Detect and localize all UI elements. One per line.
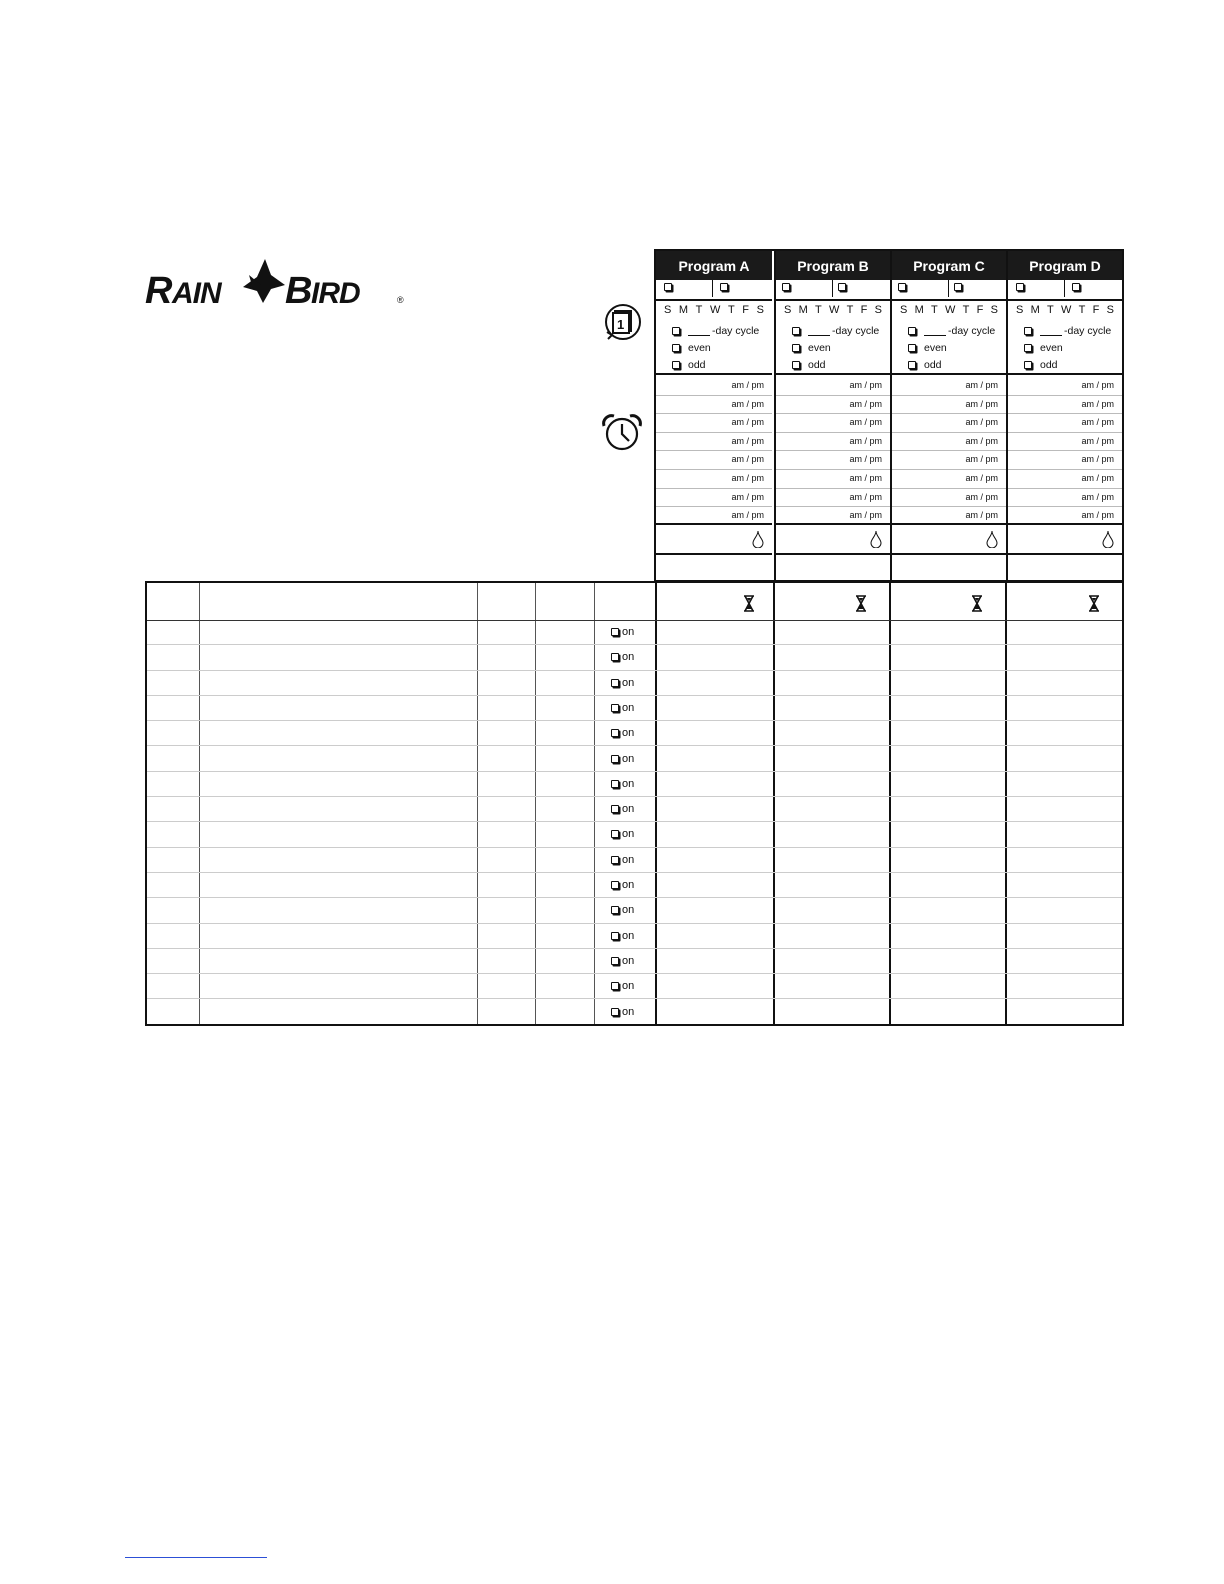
table-row[interactable] — [147, 848, 1122, 873]
station-on-toggle[interactable] — [611, 854, 634, 866]
even-option[interactable] — [1024, 342, 1063, 354]
start-time-field[interactable]: am / pm — [892, 451, 1006, 470]
checkbox[interactable] — [720, 283, 728, 291]
start-time-field[interactable]: am / pm — [892, 377, 1006, 396]
checkbox[interactable] — [1024, 327, 1032, 335]
start-time-field[interactable]: am / pm — [892, 414, 1006, 433]
on-label: on — [622, 701, 635, 714]
cycle-days-blank[interactable] — [808, 326, 830, 336]
program-title: Program B — [776, 251, 890, 280]
checkbox[interactable] — [611, 906, 619, 914]
program-schedule-panel — [654, 249, 1124, 582]
start-time-field[interactable]: am / pm — [892, 433, 1006, 452]
station-table — [145, 581, 1124, 1026]
day-sunday[interactable]: S — [1016, 304, 1024, 316]
odd-label: odd — [688, 359, 706, 371]
start-time-field[interactable]: am / pm — [1008, 377, 1122, 396]
divider — [832, 280, 833, 297]
program-checkbox-row — [892, 280, 1006, 301]
start-time-field[interactable]: am / pm — [776, 414, 890, 433]
cycle-label: -day cycle — [1064, 325, 1112, 337]
on-label: on — [622, 803, 635, 816]
table-row[interactable] — [147, 1000, 1122, 1025]
checkbox[interactable] — [908, 361, 916, 369]
cycle-label: -day cycle — [712, 325, 760, 337]
water-drop-icon — [1102, 530, 1114, 548]
calendar-cycle-icon — [603, 302, 643, 342]
table-row[interactable] — [147, 797, 1122, 822]
day-tuesday[interactable]: T — [695, 304, 703, 316]
station-on-toggle[interactable] — [611, 677, 634, 689]
checkbox[interactable] — [611, 982, 619, 990]
divider — [1064, 280, 1065, 297]
day-sunday[interactable]: S — [900, 304, 908, 316]
table-row[interactable] — [147, 747, 1122, 772]
checkbox[interactable] — [611, 932, 619, 940]
cycle-label: -day cycle — [832, 325, 880, 337]
cycle-option[interactable] — [792, 325, 879, 337]
cycle-option[interactable] — [908, 325, 995, 337]
checkbox[interactable] — [611, 805, 619, 813]
program-title: Program A — [656, 251, 772, 280]
day-thursday[interactable]: T — [1078, 304, 1086, 316]
checkbox[interactable] — [611, 653, 619, 661]
checkbox[interactable] — [611, 628, 619, 636]
checkbox[interactable] — [611, 679, 619, 687]
cycle-label: -day cycle — [948, 325, 996, 337]
blank-row[interactable] — [892, 555, 1006, 582]
day-monday[interactable]: M — [798, 304, 808, 316]
even-label: even — [924, 342, 947, 354]
checkbox[interactable] — [611, 856, 619, 864]
checkbox[interactable] — [611, 780, 619, 788]
checkbox[interactable] — [792, 344, 800, 352]
footer-link-underline[interactable] — [125, 1557, 267, 1558]
program-column — [890, 251, 1006, 580]
checkbox[interactable] — [664, 283, 672, 291]
checkbox[interactable] — [908, 344, 916, 352]
water-budget-row[interactable] — [1008, 525, 1122, 555]
water-drop-icon — [752, 530, 764, 548]
start-time-field[interactable]: am / pm — [1008, 489, 1122, 508]
hourglass-icon — [855, 595, 867, 612]
checkbox[interactable] — [954, 283, 962, 291]
cycle-days-blank[interactable] — [924, 326, 946, 336]
hourglass-icon — [971, 595, 983, 612]
checkbox[interactable] — [898, 283, 906, 291]
alarm-clock-icon — [600, 412, 642, 452]
day-saturday[interactable]: S — [874, 304, 882, 316]
table-header — [147, 583, 1122, 621]
water-budget-row[interactable] — [892, 525, 1006, 555]
day-tuesday[interactable]: T — [815, 304, 822, 316]
odd-option[interactable] — [1024, 359, 1058, 371]
day-wednesday[interactable]: W — [1061, 304, 1072, 316]
checkbox[interactable] — [1024, 361, 1032, 369]
day-saturday[interactable]: S — [1106, 304, 1114, 316]
svg-text:B: B — [285, 270, 312, 310]
start-time-field[interactable]: am / pm — [731, 510, 764, 521]
even-label: even — [808, 342, 831, 354]
table-row[interactable] — [147, 645, 1122, 670]
checkbox[interactable] — [672, 361, 680, 369]
day-wednesday[interactable]: W — [709, 304, 721, 316]
start-time-field[interactable]: am / pm — [776, 470, 890, 489]
start-time-field[interactable]: am / pm — [892, 470, 1006, 489]
rain-bird-logo — [145, 255, 410, 310]
cycle-days-blank[interactable] — [688, 326, 710, 336]
start-time-field[interactable]: am / pm — [1008, 396, 1122, 415]
blank-row[interactable] — [656, 555, 772, 582]
watering-days — [892, 301, 1006, 375]
table-row[interactable] — [147, 671, 1122, 696]
station-on-toggle[interactable] — [611, 651, 634, 663]
even-label: even — [1040, 342, 1063, 354]
on-label: on — [622, 904, 635, 917]
checkbox[interactable] — [792, 327, 800, 335]
program-title: Program C — [892, 251, 1006, 280]
start-time-field[interactable]: am / pm — [1081, 510, 1114, 521]
start-time-field[interactable]: am / pm — [776, 377, 890, 396]
on-label: on — [622, 929, 635, 942]
checkbox[interactable] — [792, 361, 800, 369]
checkbox[interactable] — [611, 755, 619, 763]
even-option[interactable] — [908, 342, 947, 354]
start-times — [776, 375, 890, 525]
blank-row[interactable] — [776, 555, 890, 582]
start-time-field[interactable]: am / pm — [656, 451, 772, 470]
program-column — [656, 251, 772, 580]
svg-text:®: ® — [397, 295, 404, 305]
program-checkbox-row — [656, 280, 772, 301]
station-on-toggle[interactable] — [611, 828, 634, 840]
start-time-field[interactable]: am / pm — [656, 377, 772, 396]
day-thursday[interactable]: T — [962, 304, 970, 316]
divider — [712, 280, 713, 297]
checkbox[interactable] — [1016, 283, 1024, 291]
watering-days — [776, 301, 890, 375]
cycle-option[interactable] — [1024, 325, 1111, 337]
checkbox[interactable] — [782, 283, 790, 291]
checkbox[interactable] — [611, 830, 619, 838]
day-tuesday[interactable]: T — [931, 304, 938, 316]
start-time-field[interactable]: am / pm — [892, 489, 1006, 508]
station-on-toggle[interactable] — [611, 955, 634, 967]
on-label: on — [622, 752, 635, 765]
station-on-toggle[interactable] — [611, 753, 634, 765]
day-friday[interactable]: F — [860, 304, 868, 316]
start-time-field[interactable]: am / pm — [656, 433, 772, 452]
start-times — [656, 375, 772, 525]
day-wednesday[interactable]: W — [829, 304, 840, 316]
station-on-toggle[interactable] — [611, 778, 634, 790]
station-on-toggle[interactable] — [611, 904, 634, 916]
on-label: on — [622, 676, 635, 689]
program-checkbox-row — [1008, 280, 1122, 301]
day-friday[interactable]: F — [742, 304, 749, 316]
checkbox[interactable] — [672, 327, 680, 335]
program-column — [774, 251, 890, 580]
checkbox[interactable] — [908, 327, 916, 335]
watering-days — [1008, 301, 1122, 375]
checkbox[interactable] — [611, 1008, 619, 1016]
start-time-field[interactable]: am / pm — [1008, 433, 1122, 452]
start-times — [892, 375, 1006, 525]
program-column — [1006, 251, 1122, 580]
start-time-field[interactable]: am / pm — [892, 396, 1006, 415]
checkbox[interactable] — [611, 881, 619, 889]
water-budget-row[interactable] — [776, 525, 890, 555]
day-friday[interactable]: F — [976, 304, 984, 316]
even-option[interactable] — [672, 342, 711, 354]
on-label: on — [622, 980, 635, 993]
day-sunday[interactable]: S — [664, 304, 672, 316]
start-time-field[interactable]: am / pm — [1008, 451, 1122, 470]
checkbox[interactable] — [611, 957, 619, 965]
checkbox[interactable] — [1072, 283, 1080, 291]
svg-text:IRD: IRD — [311, 277, 360, 310]
day-friday[interactable]: F — [1092, 304, 1100, 316]
svg-text:AIN: AIN — [172, 277, 221, 310]
start-time-field[interactable]: am / pm — [656, 396, 772, 415]
station-on-toggle[interactable] — [611, 1006, 634, 1018]
start-time-field[interactable]: am / pm — [776, 433, 890, 452]
day-saturday[interactable]: S — [756, 304, 764, 316]
table-row[interactable] — [147, 822, 1122, 847]
cycle-days-blank[interactable] — [1040, 326, 1062, 336]
start-time-field[interactable]: am / pm — [656, 414, 772, 433]
table-row[interactable] — [147, 924, 1122, 949]
start-times — [1008, 375, 1122, 525]
start-time-field[interactable]: am / pm — [776, 489, 890, 508]
even-label: even — [688, 342, 711, 354]
on-label: on — [622, 651, 635, 664]
on-label: on — [622, 853, 635, 866]
water-budget-row[interactable] — [656, 525, 772, 555]
day-monday[interactable]: M — [678, 304, 689, 316]
weekday-list — [776, 301, 890, 316]
checkbox[interactable] — [611, 729, 619, 737]
odd-option[interactable] — [672, 359, 706, 371]
start-time-field[interactable]: am / pm — [656, 489, 772, 508]
water-drop-icon — [870, 530, 882, 548]
on-label: on — [622, 777, 635, 790]
day-tuesday[interactable]: T — [1047, 304, 1054, 316]
svg-text:R: R — [145, 270, 172, 310]
table-row[interactable] — [147, 873, 1122, 898]
on-label: on — [622, 1005, 635, 1018]
day-sunday[interactable]: S — [784, 304, 792, 316]
table-row[interactable] — [147, 696, 1122, 721]
program-checkbox-row — [776, 280, 890, 301]
day-monday[interactable]: M — [1030, 304, 1040, 316]
on-label: on — [622, 626, 635, 638]
station-on-toggle[interactable] — [611, 702, 634, 714]
start-time-field[interactable]: am / pm — [1008, 470, 1122, 489]
table-row[interactable] — [147, 949, 1122, 974]
day-saturday[interactable]: S — [990, 304, 998, 316]
on-label: on — [622, 727, 635, 740]
water-drop-icon — [986, 530, 998, 548]
station-on-toggle[interactable] — [611, 626, 634, 638]
on-label: on — [622, 879, 635, 891]
on-label: on — [622, 828, 635, 841]
weekday-list — [1008, 301, 1122, 316]
weekday-list — [656, 301, 772, 316]
blank-row[interactable] — [1008, 555, 1122, 582]
start-time-field[interactable]: am / pm — [965, 510, 998, 521]
odd-label: odd — [1040, 359, 1058, 371]
checkbox[interactable] — [838, 283, 846, 291]
even-option[interactable] — [792, 342, 831, 354]
checkbox[interactable] — [672, 344, 680, 352]
table-row[interactable] — [147, 721, 1122, 746]
station-on-toggle[interactable] — [611, 879, 634, 891]
station-on-toggle[interactable] — [611, 727, 634, 739]
checkbox[interactable] — [1024, 344, 1032, 352]
start-time-field[interactable]: am / pm — [1008, 414, 1122, 433]
hourglass-icon — [1088, 595, 1100, 612]
on-label: on — [622, 954, 635, 967]
start-time-field[interactable]: am / pm — [656, 470, 772, 489]
table-row[interactable] — [147, 620, 1122, 645]
cycle-option[interactable] — [672, 325, 759, 337]
table-row[interactable] — [147, 772, 1122, 797]
day-monday[interactable]: M — [914, 304, 924, 316]
odd-label: odd — [808, 359, 826, 371]
odd-label: odd — [924, 359, 942, 371]
start-time-field[interactable]: am / pm — [776, 396, 890, 415]
program-title: Program D — [1008, 251, 1122, 280]
day-thursday[interactable]: T — [846, 304, 854, 316]
start-time-field[interactable]: am / pm — [849, 510, 882, 521]
watering-days — [656, 301, 772, 375]
checkbox[interactable] — [611, 704, 619, 712]
odd-option[interactable] — [792, 359, 826, 371]
station-on-toggle[interactable] — [611, 930, 634, 942]
divider — [948, 280, 949, 297]
start-time-field[interactable]: am / pm — [776, 451, 890, 470]
station-on-toggle[interactable] — [611, 980, 634, 992]
table-row[interactable] — [147, 898, 1122, 923]
svg-text:1: 1 — [617, 317, 625, 332]
table-row[interactable] — [147, 974, 1122, 999]
weekday-list — [892, 301, 1006, 316]
station-on-toggle[interactable] — [611, 803, 634, 815]
day-thursday[interactable]: T — [727, 304, 735, 316]
day-wednesday[interactable]: W — [945, 304, 956, 316]
hourglass-icon — [743, 595, 755, 612]
odd-option[interactable] — [908, 359, 942, 371]
